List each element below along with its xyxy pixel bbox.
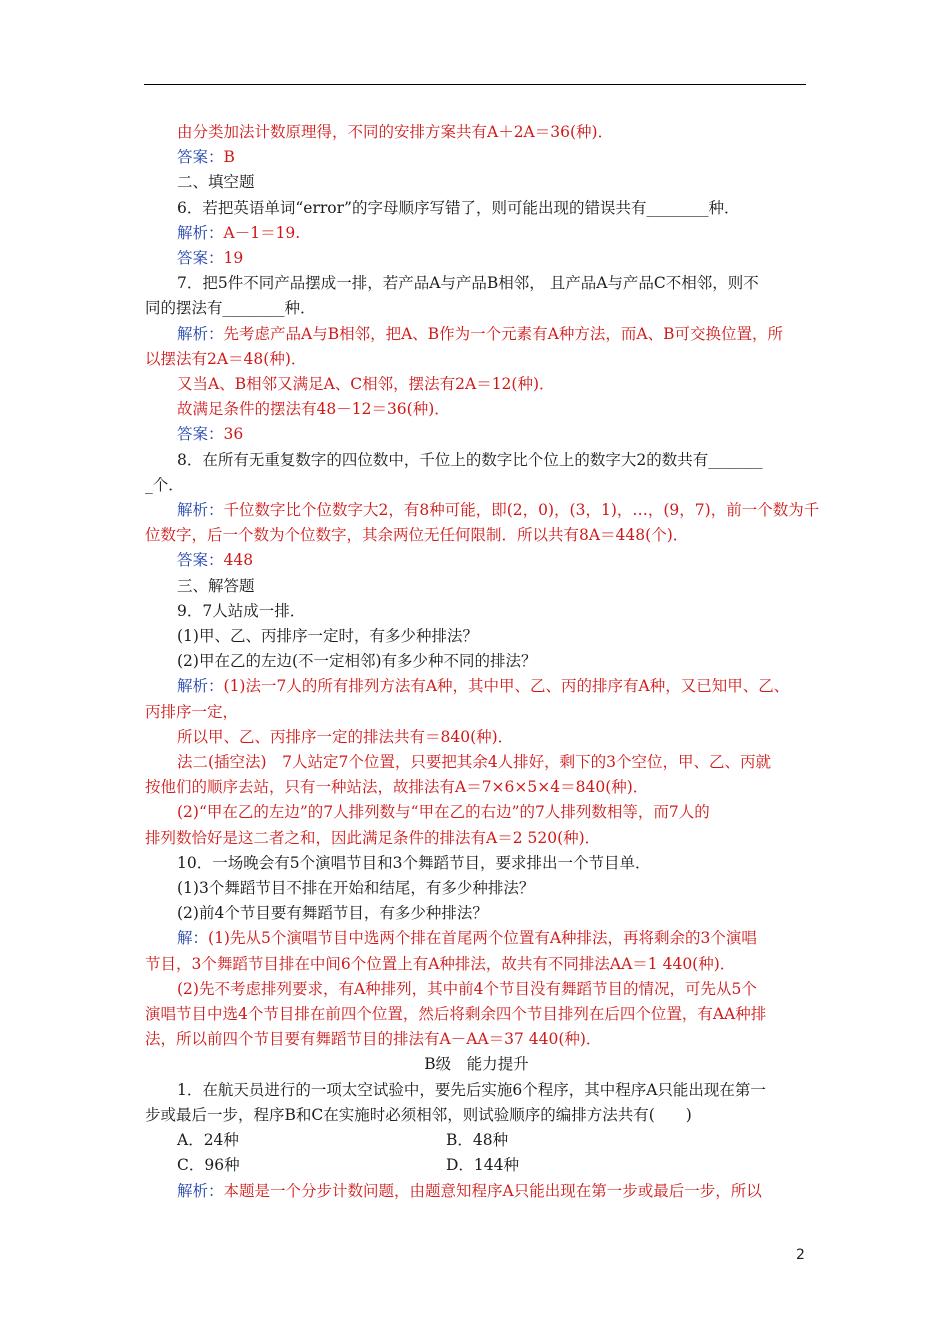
analysis-label: 解析： [177, 501, 224, 519]
analysis-text: A－1＝19. [223, 224, 301, 242]
analysis-cont: 节目，3个舞蹈节目排在中间6个位置上有A种排法，故共有不同排法AA＝1 440(种)． [145, 955, 736, 973]
answer-line [177, 424, 808, 444]
question-8-cont: _个． [145, 476, 184, 494]
analysis-line [177, 223, 808, 243]
header-rule [144, 84, 806, 85]
analysis-cont: 演唱节目中选4个节目排在前四个位置，然后将剩余四个节目排列在后四个位置，有AA种排 [145, 1005, 767, 1023]
question-9-part1: (1)甲、乙、丙排序一定时，有多少种排法？ [177, 627, 478, 645]
analysis-cont: 按他们的顺序去站，只有一种站法，故排法有A＝7×6×5×4＝840(种)． [145, 778, 649, 796]
choice-d: D．144种 [446, 1156, 520, 1174]
choice-b: B．48种 [446, 1131, 509, 1149]
analysis-text: (1)法一7人的所有排列方法有A种，其中甲、乙、丙的排序有A种，又已知甲、乙、 [223, 677, 790, 695]
choice-a: A．24种 [177, 1131, 239, 1149]
analysis-line [177, 676, 808, 696]
analysis-cont: (2)先不考虑排列要求，有A种排列，其中前4个节目没有舞蹈节目的情况，可先从5个 [177, 980, 757, 998]
answer-line [177, 248, 808, 268]
answer-value: 36 [223, 425, 244, 443]
question-7: 7．把5件不同产品摆成一排，若产品A与产品B相邻， 且产品A与产品C不相邻，则不 [177, 274, 759, 292]
analysis-line [177, 500, 820, 520]
answer-value: 448 [223, 551, 254, 569]
question-10-part1: (1)3个舞蹈节目不排在开始和结尾，有多少种排法？ [177, 879, 535, 897]
page-number: 2 [796, 1247, 805, 1263]
analysis-cont: 故满足条件的摆法有48－12＝36(种)． [177, 400, 450, 418]
analysis-cont: 丙排序一定， [145, 703, 239, 721]
question-b1: 1．在航天员进行的一项太空试验中，要先后实施6个程序，其中程序A只能出现在第一 [177, 1081, 766, 1099]
question-b1-cont: 步或最后一步，程序B和C在实施时必须相邻，则试验顺序的编排方法共有( ) [145, 1106, 692, 1124]
analysis-label: 解： [177, 929, 209, 947]
answer-value: B [223, 148, 235, 166]
analysis-text: 千位数字比个位数字大2，有8种可能，即(2，0)，(3，1)，…，(9，7)，前一个数为千 [223, 501, 820, 519]
answer-label: 答案： [177, 148, 224, 166]
choice-c: C．96种 [177, 1156, 240, 1174]
solution-line: 由分类加法计数原理得，不同的安排方案共有A＋2A＝36(种)． [177, 123, 614, 141]
answer-line [177, 550, 808, 570]
analysis-line [177, 1181, 808, 1201]
analysis-cont: (2)“甲在乙的左边”的7人排列数与“甲在乙的右边”的7人排列数相等，而7人的 [177, 803, 710, 821]
question-6: 6．若把英语单词“error”的字母顺序写错了，则可能出现的错误共有________种． [177, 199, 740, 217]
analysis-cont: 所以甲、乙、丙排序一定的排法共有＝840(种)． [177, 728, 514, 746]
question-9-part2: (2)甲在乙的左边(不一定相邻)有多少种不同的排法？ [177, 652, 537, 670]
analysis-label: 解析： [177, 1182, 224, 1200]
answer-line [177, 147, 808, 167]
question-8: 8．在所有无重复数字的四位数中，千位上的数字比个位上的数字大2的数共有_______ [177, 451, 763, 469]
level-heading: B级 能力提升 [424, 1055, 529, 1073]
question-10-part2: (2)前4个节目要有舞蹈节目，有多少种排法？ [177, 904, 488, 922]
analysis-cont: 位数字，后一个数为个位数字，其余两位无任何限制．所以共有8A＝448(个)． [145, 526, 689, 544]
analysis-label: 解析： [177, 325, 224, 343]
analysis-label: 解析： [177, 224, 224, 242]
question-10: 10．一场晚会有5个演唱节目和3个舞蹈节目，要求排出一个节目单． [177, 854, 651, 872]
analysis-cont: 以摆法有2A＝48(种)． [145, 350, 307, 368]
analysis-cont: 排列数恰好是这二者之和，因此满足条件的排法有A＝2 520(种)． [145, 829, 601, 847]
section-heading: 三、解答题 [177, 577, 255, 595]
analysis-cont: 法二(插空法) 7人站定7个位置，只要把其余4人排好，剩下的3个空位，甲、乙、丙就 [177, 753, 772, 771]
analysis-label: 解析： [177, 677, 224, 695]
analysis-cont: 又当A、B相邻又满足A、C相邻，摆法有2A＝12(种)． [177, 375, 555, 393]
analysis-text: 本题是一个分步计数问题，由题意知程序A只能出现在第一步或最后一步，所以 [223, 1182, 762, 1200]
answer-label: 答案： [177, 551, 224, 569]
answer-label: 答案： [177, 249, 224, 267]
answer-value: 19 [223, 249, 244, 267]
question-7-cont: 同的摆法有________种． [145, 299, 316, 317]
analysis-text: 先考虑产品A与B相邻，把A、B作为一个元素有A种方法，而A、B可交换位置，所 [223, 325, 783, 343]
question-9: 9．7人站成一排． [177, 602, 306, 620]
analysis-text: (1)先从5个演唱节目中选两个排在首尾两个位置有A种排法，再将剩余的3个演唱 [208, 929, 757, 947]
section-heading: 二、填空题 [177, 173, 255, 191]
answer-label: 答案： [177, 425, 224, 443]
analysis-cont: 法，所以前四个节目要有舞蹈节目的排法有A－AA＝37 440(种)． [145, 1030, 602, 1048]
analysis-line [177, 324, 808, 344]
analysis-line [177, 928, 808, 948]
